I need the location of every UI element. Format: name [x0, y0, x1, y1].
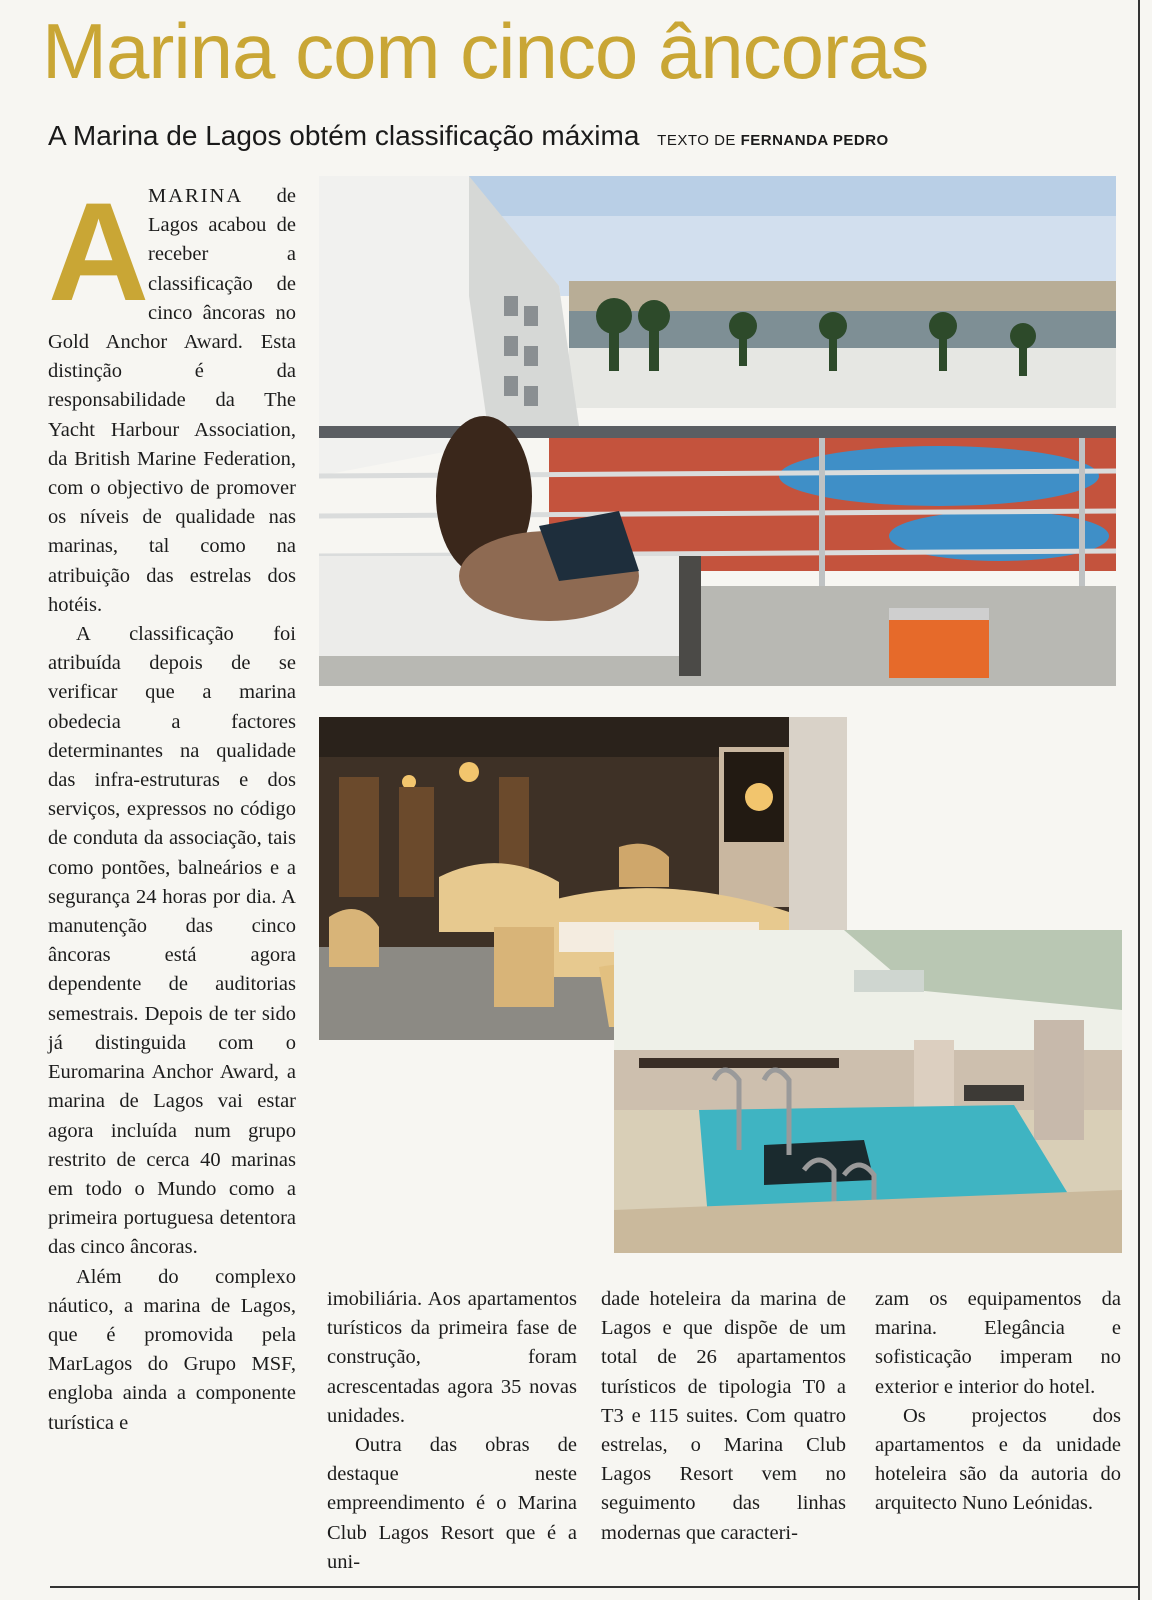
text-column-4 [875, 1285, 1121, 1519]
paragraph-5: Outra das obras de destaque neste empreendimento é o Marina Club Lagos Resort que é a uni- [327, 1434, 577, 1573]
page-bottom-rule [50, 1586, 1140, 1588]
text-column-3 [601, 1285, 846, 1548]
article-subtitle: A Marina de Lagos obtém classificação máxima [48, 120, 640, 151]
drop-cap: A [48, 173, 150, 330]
paragraph-1-text: de Lagos acabou de receber a classificação de cinco âncoras no Gold Anchor Award. Esta distinção é da responsabilidade da The Yacht Harbour Association, da British Marine Federation, com o objectivo de promover os níveis de qualidade nas marinas, tal como na atribuição das estrelas dos hotéis. [48, 185, 296, 616]
article-subtitle-line [48, 120, 889, 152]
paragraph-1 [48, 173, 296, 620]
article-title: Marina com cinco âncoras [42, 7, 929, 95]
byline-author: FERNANDA PEDRO [740, 132, 889, 149]
lead-smallcaps: MARINA [148, 185, 244, 207]
photo-balcony-svg [319, 176, 1116, 686]
paragraph-7: zam os equipamentos da marina. Elegância e sofisticação imperam no exterior e interior do hotel. [875, 1288, 1121, 1398]
byline [657, 132, 889, 149]
page-right-rule [1138, 0, 1140, 1600]
paragraph-3: Além do complexo náutico, a marina de Lagos, que é promovida pela MarLagos do Grupo MSF, engloba ainda a componente turística e [48, 1265, 296, 1434]
paragraph-6: dade hoteleira da marina de Lagos e que dispõe de um total de 26 apartamentos turísticos de tipologia T0 a T3 e 115 suites. Com quatro estrelas, o Marina Club Lagos Resort vem no seguimento das linhas modernas que caracteri- [601, 1288, 846, 1544]
text-column-2 [327, 1285, 577, 1577]
byline-prefix: TEXTO DE [657, 132, 736, 149]
photo-balcony-marina-view [319, 176, 1116, 686]
text-column-1 [48, 173, 296, 1438]
paragraph-4: imobiliária. Aos apartamentos turísticos da primeira fase de construção, foram acrescentadas agora 35 novas unidades. [327, 1288, 577, 1427]
photo-indoor-pool [614, 930, 1122, 1253]
paragraph-8: Os projectos dos apartamentos e da unidade hoteleira são da autoria do arquitecto Nuno Leónidas. [875, 1404, 1121, 1515]
paragraph-2: A classificação foi atribuída depois de se verificar que a marina obedecia a factores determinantes na qualidade das infra-estruturas e dos serviços, expressos no código de conduta da associação, tais como pontões, balneários e a segurança 24 horas por dia. A manutenção das cinco âncoras está agora dependente de auditorias semestrais. Depois de ter sido já distinguida com o Euromarina Anchor Award, a marina de Lagos vai estar agora incluída num grupo restrito de cerca 40 marinas em todo o Mundo como a primeira portuguesa detentora das cinco âncoras. [48, 623, 296, 1259]
photo-pool-svg [614, 930, 1122, 1253]
